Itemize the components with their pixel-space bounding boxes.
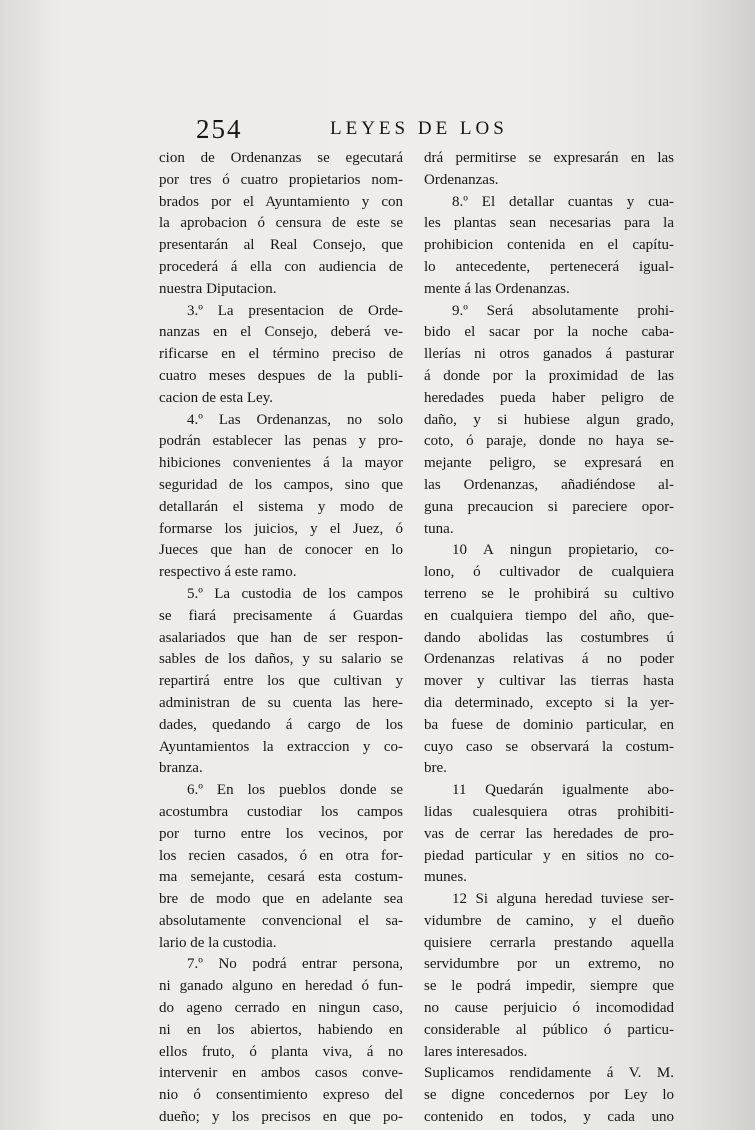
text-line: drá permitirse se expresarán en las bbox=[424, 150, 674, 166]
text-line: dia determinado, excepto si la yer- bbox=[424, 694, 674, 711]
text-line: dades, quedando á cargo de los bbox=[159, 716, 403, 733]
right-column bbox=[424, 148, 674, 1129]
left-column bbox=[159, 148, 403, 1129]
text-line: nuestra Diputacion. bbox=[159, 280, 277, 297]
text-line: cion de Ordenanzas se egecutará bbox=[159, 150, 403, 166]
text-line: Ordenanzas relativas á no poder bbox=[424, 651, 674, 668]
text-line: les plantas sean necesarias para la bbox=[424, 215, 674, 232]
text-line: do ageno cerrado en ningun caso, bbox=[159, 1000, 403, 1017]
text-line: lono, ó cultivador de cualquiera bbox=[424, 564, 674, 581]
text-line: acostumbra custodiar los campos bbox=[159, 803, 403, 820]
text-line: terreno se le prohibirá su cultivo bbox=[424, 585, 674, 602]
text-line: vas de cerrar las heredades de pro- bbox=[424, 825, 674, 842]
text-line: los recien casados, ó en otra for- bbox=[159, 847, 403, 864]
text-line: mover y cultivar las tierras hasta bbox=[424, 673, 674, 690]
text-line: ba fuese de dominio particular, en bbox=[424, 716, 674, 733]
text-line: branza. bbox=[159, 760, 203, 777]
text-line: asalariados que han de ser respon- bbox=[159, 629, 403, 646]
text-line: lo antecedente, pertenecerá igual- bbox=[424, 258, 674, 275]
text-line: se le podrá impedir, siempre que bbox=[424, 978, 674, 995]
text-line: bre de modo que en adelante sea bbox=[159, 891, 403, 908]
text-line: 10 A ningun propietario, co- bbox=[452, 542, 674, 559]
text-line: Ordenanzas. bbox=[424, 171, 499, 188]
text-line: considerable al público ó particu- bbox=[424, 1021, 674, 1038]
text-line: tuna. bbox=[424, 520, 454, 537]
text-line: nanzas en el Consejo, deberá ve- bbox=[159, 324, 403, 341]
text-line: dueño; y los precisos en que po- bbox=[159, 1109, 403, 1126]
text-line: cacion de esta Ley. bbox=[159, 389, 273, 406]
text-line: Jueces que han de conocer en lo bbox=[159, 542, 403, 559]
text-line: heredades pueda haber peligro de bbox=[424, 389, 674, 406]
text-line: se digne concedernos por Ley lo bbox=[424, 1087, 674, 1104]
text-line: 7.º No podrá entrar persona, bbox=[187, 956, 403, 973]
text-line: servidumbre por un extremo, no bbox=[424, 956, 674, 973]
text-line: guna precaucion si pareciere opor- bbox=[424, 498, 674, 515]
text-line: bido el sacar por la noche caba- bbox=[424, 324, 674, 341]
text-line: rificarse en el término preciso de bbox=[159, 346, 403, 363]
text-line: mente á las Ordenanzas. bbox=[424, 280, 570, 297]
text-line: seguridad de los campos, sino que bbox=[159, 476, 403, 493]
text-line: las Ordenanzas, añadiéndose al- bbox=[424, 476, 674, 493]
text-line: dando abolidas las costumbres ú bbox=[424, 629, 674, 646]
text-line: sables de los daños, y su salario se bbox=[159, 651, 403, 668]
text-line: llerías ni otros ganados á pasturar bbox=[424, 346, 674, 363]
text-line: procederá á ella con audiencia de bbox=[159, 258, 403, 275]
text-line: formarse los juicios, y el Juez, ó bbox=[159, 520, 403, 537]
text-line: vidumbre de camino, y el dueño bbox=[424, 912, 674, 929]
text-line: detallarán el sistema y modo de bbox=[159, 498, 403, 515]
text-line: 4.º Las Ordenanzas, no solo bbox=[187, 411, 403, 428]
text-line: mejante peligro, se expresará en bbox=[424, 455, 674, 472]
text-line: piedad particular y en sitios no co- bbox=[424, 847, 674, 864]
text-line: no cause perjuicio ó incomodidad bbox=[424, 1000, 674, 1017]
text-line: presentarán al Real Consejo, que bbox=[159, 237, 403, 254]
running-head: LEYES DE LOS bbox=[330, 118, 508, 139]
text-line: coto, ó paraje, donde no haya se- bbox=[424, 433, 674, 450]
text-line: 9.º Será absolutamente prohi- bbox=[452, 302, 674, 319]
text-line: se fiará precisamente á Guardas bbox=[159, 607, 403, 624]
text-line: lares interesados. bbox=[424, 1043, 528, 1060]
text-line: 12 Si alguna heredad tuviese ser- bbox=[452, 891, 674, 908]
text-line: lario de la custodia. bbox=[159, 934, 277, 951]
text-line: Suplicamos rendidamente á V. M. bbox=[424, 1065, 674, 1082]
text-line: prohibicion contenida en el capítu- bbox=[424, 237, 674, 254]
text-line: por tres ó cuatro propietarios nom- bbox=[159, 171, 403, 188]
text-line: ellos fruto, ó planta viva, á no bbox=[159, 1043, 403, 1060]
text-line: intervenir en ambos casos conve- bbox=[159, 1065, 403, 1082]
text-line: ni ganado alguno en heredad ó fun- bbox=[159, 978, 403, 995]
text-line: ni en los abiertos, habiendo en bbox=[159, 1021, 403, 1038]
text-line: ma semejante, cesará esta costum- bbox=[159, 869, 403, 886]
text-line: munes. bbox=[424, 869, 467, 886]
text-line: lidas cualesquiera otras prohibiti- bbox=[424, 803, 674, 820]
text-line: absolutamente convencional el sa- bbox=[159, 912, 403, 929]
text-line: 11 Quedarán igualmente abo- bbox=[452, 782, 674, 799]
text-line: 6.º En los pueblos donde se bbox=[187, 782, 403, 799]
text-line: á donde por la proximidad de las bbox=[424, 367, 674, 384]
text-line: cuatro meses despues de la publi- bbox=[159, 367, 403, 384]
text-line: cuyo caso se observará la costum- bbox=[424, 738, 674, 755]
page-number: 254 bbox=[196, 114, 243, 144]
text-line: brados por el Ayuntamiento y con bbox=[159, 193, 403, 210]
text-line: por turno entre los vecinos, por bbox=[159, 825, 403, 842]
text-line: Ayuntamientos la extraccion y co- bbox=[159, 738, 403, 755]
text-line: respectivo á este ramo. bbox=[159, 564, 297, 581]
text-line: quisiere cerrarla prestando aquella bbox=[424, 934, 674, 951]
text-line: 5.º La custodia de los campos bbox=[187, 585, 403, 602]
text-line: en cualquiera tiempo del año, que- bbox=[424, 607, 674, 624]
text-line: nio ó consentimiento expreso del bbox=[159, 1087, 403, 1104]
text-line: hibiciones convenientes á la mayor bbox=[159, 455, 403, 472]
text-line: repartirá entre los que cultivan y bbox=[159, 673, 403, 690]
text-line: 8.º El detallar cuantas y cua- bbox=[452, 193, 674, 210]
text-line: bre. bbox=[424, 760, 447, 777]
text-line: la aprobacion ó censura de este se bbox=[159, 215, 403, 232]
text-line: podrán establecer las penas y pro- bbox=[159, 433, 403, 450]
text-line: administran de su cuenta las here- bbox=[159, 694, 403, 711]
text-line: contenido en todos, y cada uno bbox=[424, 1109, 674, 1126]
page-header bbox=[196, 114, 526, 150]
text-line: daño, y si hubiese algun grado, bbox=[424, 411, 674, 428]
text-line: 3.º La presentacion de Orde- bbox=[187, 302, 403, 319]
